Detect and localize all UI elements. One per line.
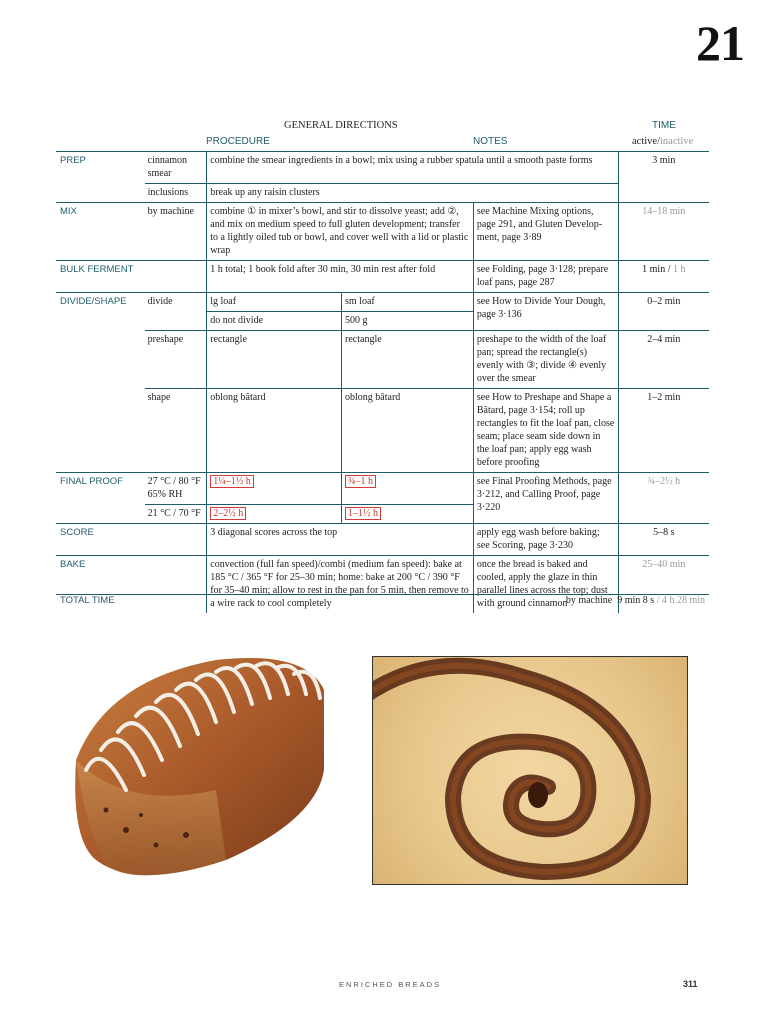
notes-cell: see Final Proofing Methods, page 3·212, and Calling Proof, page 3·220: [473, 473, 618, 524]
time-cell: 25–40 min: [618, 556, 709, 614]
time-cell: ¾–2½ h: [618, 473, 709, 524]
prep-row: [56, 152, 709, 184]
time-heading: TIME: [652, 120, 676, 131]
highlighted-value: 1–1½ h: [345, 507, 381, 520]
notes-cell: see Folding, page 3·128; prepare loaf pans, page 287: [473, 261, 618, 293]
shape-row: [56, 389, 709, 473]
divide-row: [56, 293, 709, 312]
sub-label: 27 °C / 80 °F 65% RH: [145, 473, 207, 505]
section-footer: ENRICHED BREADS: [339, 980, 442, 989]
time-active: 1 min: [642, 264, 666, 275]
time-cell: 2–4 min: [618, 331, 709, 389]
time-cell: 0–2 min: [618, 293, 709, 331]
time-cell: 3 min: [618, 152, 709, 203]
slash: /: [657, 136, 660, 147]
score-row: [56, 524, 709, 556]
procedure-cell: combine ① in mixer’s bowl, and stir to dissolve yeast; add ②, and mix on medium speed to full gluten development; transfer to a lightly oiled tub or bowl, and cover well with a lid or plastic wrap: [207, 203, 474, 261]
prep-inclusions-row: [56, 184, 709, 203]
total-active: 9 min 8 s: [617, 595, 655, 606]
lg-loaf-value: do not divide: [207, 312, 342, 331]
mix-row: [56, 203, 709, 261]
stage-label: DIVIDE/SHAPE: [56, 293, 145, 331]
lg-loaf-value: [207, 505, 342, 524]
stage-label: SCORE: [56, 524, 207, 556]
notes-cell: apply egg wash before baking; see Scoring, page 3·230: [473, 524, 618, 556]
stage-label: PREP: [56, 152, 145, 184]
sm-loaf-value: rectangle: [342, 331, 474, 389]
total-time-value: [566, 595, 705, 606]
loaf-photo: [66, 650, 332, 890]
active-label: active: [632, 136, 658, 147]
sm-loaf-header: sm loaf: [342, 293, 474, 312]
total-time-label: TOTAL TIME: [60, 595, 115, 606]
procedure-cell: combine the smear ingredients in a bowl; mix using a rubber spatula until a smooth paste forms: [207, 152, 618, 184]
sub-label: 21 °C / 70 °F: [145, 505, 207, 524]
recipe-number: 21: [696, 15, 744, 71]
notes-heading: NOTES: [473, 136, 508, 147]
sub-label: shape: [145, 389, 207, 473]
sm-loaf-value: 500 g: [342, 312, 474, 331]
swirl-drawing: [373, 657, 687, 884]
inactive-label: inactive: [660, 136, 694, 147]
lg-loaf-value: [207, 473, 342, 505]
stage-label: BULK FERMENT: [56, 261, 207, 293]
general-directions-heading: GENERAL DIRECTIONS: [284, 120, 398, 131]
highlighted-value: 2–2½ h: [210, 507, 246, 520]
highlighted-value: ¾–1 h: [345, 475, 376, 488]
time-sep: /: [665, 264, 673, 275]
procedure-cell: 1 h total; 1 book fold after 30 min, 30 min rest after fold: [207, 261, 474, 293]
procedure-cell: break up any raisin clusters: [207, 184, 618, 203]
sm-loaf-value: [342, 473, 474, 505]
total-time-row: [56, 594, 709, 609]
active-inactive-heading: [632, 136, 693, 147]
procedure-cell: 3 diagonal scores across the top: [207, 524, 474, 556]
sm-loaf-value: [342, 505, 474, 524]
procedure-cell: convection (full fan speed)/combi (medium fan speed): bake at 185 °C / 365 °F for 25–30 min; home: bake at 200 °C / 390 °F for 35–40 min; allow to rest in the pan for 5 min, then remove to a wire rack to cool completely: [207, 556, 474, 614]
lg-loaf-header: lg loaf: [207, 293, 342, 312]
sub-label: by machine: [145, 203, 207, 261]
time-cell: [618, 261, 709, 293]
highlighted-value: 1¼–1½ h: [210, 475, 254, 488]
notes-cell: see Machine Mixing options, page 291, and Gluten Develop-ment, page 3·89: [473, 203, 618, 261]
time-inactive: 1 h: [672, 264, 686, 275]
total-method: by machine: [565, 595, 613, 606]
lg-loaf-value: oblong bâtard: [207, 389, 342, 473]
notes-cell: see How to Divide Your Dough, page 3·136: [473, 293, 618, 331]
notes-cell: see How to Preshape and Shape a Bâtard, page 3·154; roll up rectangles to fit the loaf pan, close seam; place seam side down in the loaf pan; apply egg wash before proofing: [473, 389, 618, 473]
stage-label: BAKE: [56, 556, 207, 614]
sub-label: preshape: [145, 331, 207, 389]
sub-label: cinnamon smear: [145, 152, 207, 184]
notes-cell: preshape to the width of the loaf pan; spread the rectangle(s) evenly with ③; divide ④ evenly over the smear: [473, 331, 618, 389]
total-sep: /: [654, 595, 662, 606]
procedure-heading: PROCEDURE: [206, 136, 270, 147]
stage-label: MIX: [56, 203, 145, 261]
total-inactive: 4 h 28 min: [661, 595, 705, 606]
sub-label: divide: [145, 293, 207, 331]
preshape-row: [56, 331, 709, 389]
notes-cell: once the bread is baked and cooled, apply the glaze in thin parallel lines across the top; dust with ground cinnamon: [473, 556, 618, 614]
sub-label: inclusions: [145, 184, 207, 203]
sm-loaf-value: oblong bâtard: [342, 389, 474, 473]
time-cell: 1–2 min: [618, 389, 709, 473]
swirl-slice-photo: [372, 656, 688, 885]
final-proof-row: [56, 473, 709, 505]
page-number: 311: [683, 979, 698, 989]
lg-loaf-value: rectangle: [207, 331, 342, 389]
time-cell: 5–8 s: [618, 524, 709, 556]
stage-label: FINAL PROOF: [56, 473, 145, 524]
recipe-table: [56, 151, 709, 613]
time-cell: 14–18 min: [618, 203, 709, 261]
bulk-ferment-row: [56, 261, 709, 293]
